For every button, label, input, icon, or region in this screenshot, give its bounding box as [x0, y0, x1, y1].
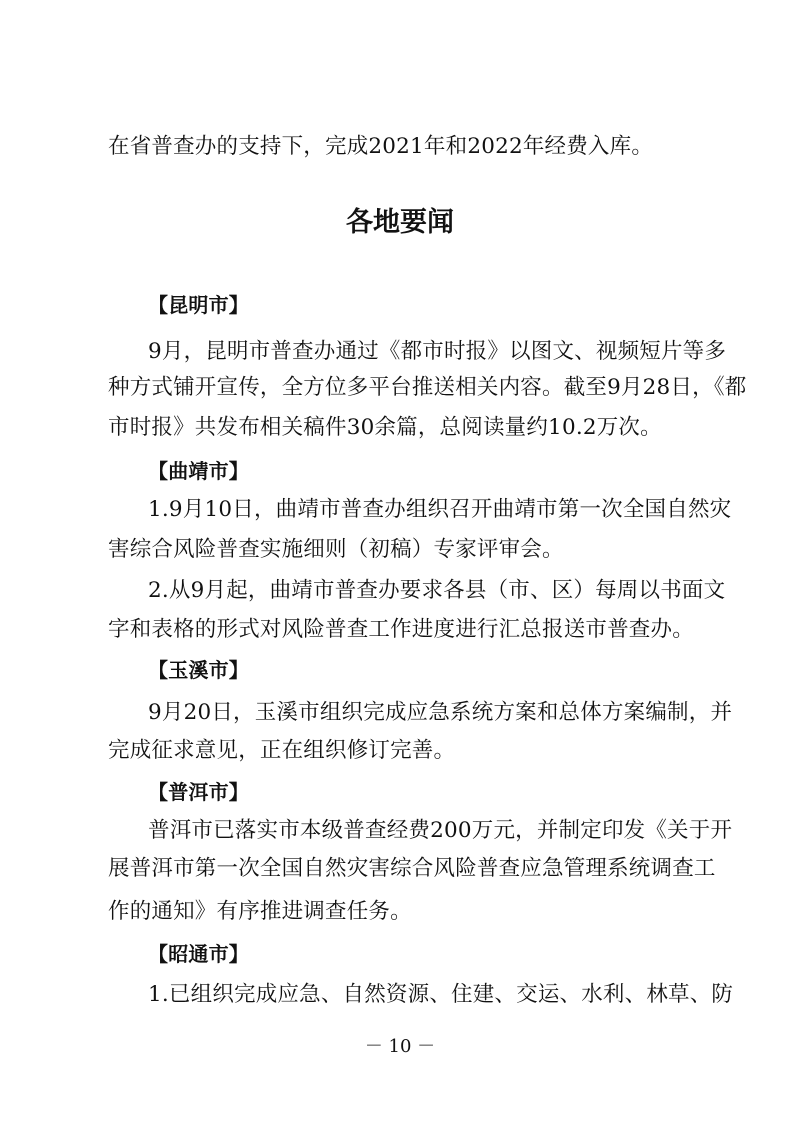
intro-paragraph: 在省普查办的支持下，完成2021年和2022年经费入库。: [108, 134, 654, 159]
paragraph-line: 1.9月10日，曲靖市普查办组织召开曲靖市第一次全国自然灾: [148, 497, 732, 522]
paragraph-line: 市时报》共发布相关稿件30余篇，总阅读量约10.2万次。: [108, 415, 662, 440]
paragraph-line: 作的通知》有序推进调查任务。: [108, 899, 412, 924]
section-title: 各地要闻: [346, 207, 454, 238]
paragraph-line: 9月，昆明市普查办通过《都市时报》以图文、视频短片等多: [148, 339, 727, 364]
paragraph-line: 展普洱市第一次全国自然灾害综合风险普查应急管理系统调查工: [108, 856, 716, 881]
paragraph-line: 完成征求意见，正在组织修订完善。: [108, 738, 456, 763]
city-heading-zhaotong: 【昭通市】: [148, 942, 249, 966]
paragraph-line: 9月20日，玉溪市组织完成应急系统方案和总体方案编制，并: [148, 700, 733, 725]
city-heading-yuxi: 【玉溪市】: [148, 658, 249, 682]
city-heading-puer: 【普洱市】: [148, 780, 249, 804]
paragraph-line: 种方式铺开宣传，全方位多平台推送相关内容。截至9月28日，《都: [108, 375, 747, 400]
city-heading-qujing: 【曲靖市】: [148, 459, 249, 483]
paragraph-line: 普洱市已落实市本级普查经费200万元，并制定印发《关于开: [148, 818, 733, 843]
paragraph-line: 1.已组织完成应急、自然资源、住建、交运、水利、林草、防: [148, 982, 734, 1007]
paragraph-line: 2.从9月起，曲靖市普查办要求各县（市、区）每周以书面文: [148, 578, 726, 603]
paragraph-line: 害综合风险普查实施细则（初稿）专家评审会。: [108, 537, 564, 562]
paragraph-line: 字和表格的形式对风险普查工作进度进行汇总报送市普查办。: [108, 617, 694, 642]
city-heading-kunming: 【昆明市】: [148, 293, 249, 317]
page-number: － 10 －: [364, 1036, 436, 1057]
